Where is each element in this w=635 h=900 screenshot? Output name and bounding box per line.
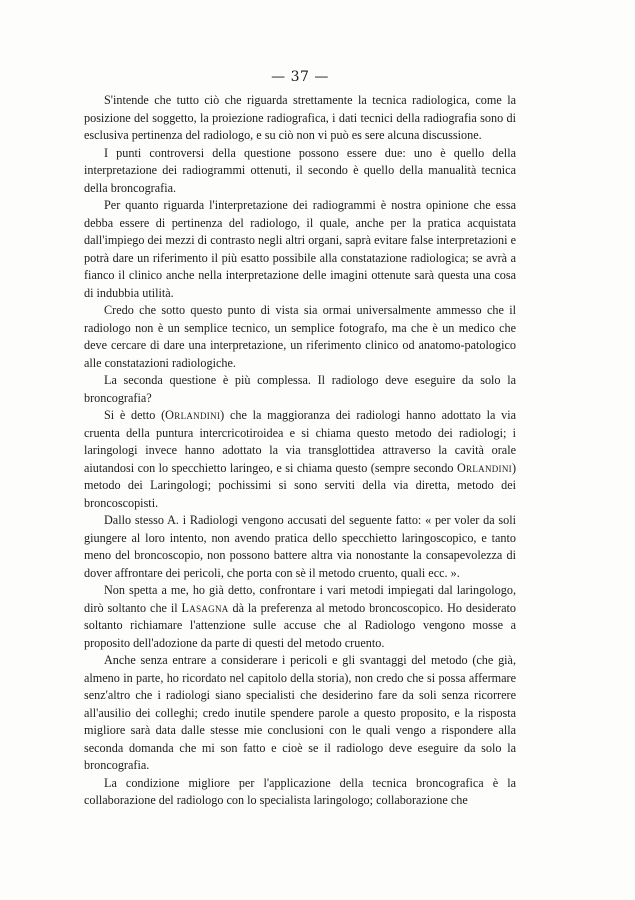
paragraph: La seconda questione è più complessa. Il radiologo deve eseguire da solo la broncografia? bbox=[84, 373, 516, 405]
author-name: Lasagna bbox=[181, 600, 229, 615]
paragraph: La condizione migliore per l'applicazione della tecnica broncografica è la collaborazione del radiologo con lo specialista laringologo; collaborazione che bbox=[84, 775, 516, 807]
body-text bbox=[84, 92, 516, 810]
paragraph: Per quanto riguarda l'interpretazione dei radiogrammi è nostra opinione che essa debba essere di pertinenza del radiologo, il quale, anche per la pratica acquistata dall'impiego dei mezzi di contrasto negli altri organi, saprà evitare false interpretazioni e potrà dare un riferimento il più esatto possibile alla constatazione radiologica; se avrà a fianco il clinico anche nella interpretazione delle imagini ottenute sarà questa una cosa di indubbia utilità. bbox=[84, 198, 516, 300]
paragraph-text: ) metodo dei Laringologi; pochissimi si sono serviti della via diretta, metodo dei broncoscopisti. bbox=[84, 460, 516, 510]
paragraph: S'intende che tutto ciò che riguarda strettamente la tecnica radiologica, come la posizione del soggetto, la proiezione radiografica, i dati tecnici della radiografia sono di esclusiva pertinenza del radiologo, e su ciò non vi può es sere alcuna discussione. bbox=[84, 93, 516, 142]
paragraph-text: Si è detto ( bbox=[104, 408, 166, 422]
paragraph: Anche senza entrare a considerare i pericoli e gli svantaggi del metodo (che già, almeno in parte, ho ricordato nel capitolo della storia), non credo che si possa affermare senz'altro che i radiologi siano specialisti che desiderino fare da soli senza ricorrere all'ausilio dei colleghi; credo inutile spendere parole a questo proposito, e la risposta migliore sarà data dalle stesse mie conclusioni con le quali vengo a rispondere alla seconda domanda che mi son fatto e cioè se il radiologo deve eseguire da solo la broncografia. bbox=[84, 653, 516, 772]
paragraph: I punti controversi della questione possono essere due: uno è quello della interpretazione dei radiogrammi ottenuti, il secondo è quello della manualità tecnica della broncografia. bbox=[84, 145, 516, 195]
paragraph-text: dà la preferenza al metodo broncoscopico. Ho desiderato soltanto richiamare l'attenzione sulle accuse che al Radiologo vengono mosse a proposito dell'adozione da parte di questi del metodo cruento. bbox=[84, 600, 516, 650]
paragraph: Credo che sotto questo punto di vista sia ormai universalmente ammesso che il radiologo non è un semplice tecnico, un semplice fotografo, ma che è un medico che deve cercare di dare una interpretazione, un riferimento clinico od anatomo-patologico alle constatazioni radiologiche. bbox=[84, 303, 516, 370]
page-number: — 37 — bbox=[271, 69, 329, 85]
author-name: Orlandini bbox=[456, 460, 512, 475]
paragraph bbox=[84, 407, 516, 512]
paragraph bbox=[84, 582, 516, 652]
paragraph-text: Non spetta a me, ho già detto, confrontare i vari metodi impiegati dal laringologo, dirò soltanto che il bbox=[84, 583, 516, 615]
paragraph-text: ) che la maggioranza dei radiologi hanno adottato la via cruenta della puntura intercricotiroidea e si chiama questo metodo dei radiologi; i laringologi invece hanno adottato la via transglottidea attraverso la cavità orale aiutandosi con lo specchietto laringeo, e si chiama questo (sempre secondo bbox=[84, 408, 516, 475]
paragraph: Dallo stesso A. i Radiologi vengono accusati del seguente fatto: « per voler da soli giungere al loro intento, non avendo pratica dello specchietto laringoscopico, e tanto meno del broncoscopio, non possono battere altra via nonostante la consapevolezza di dover affrontare dei pericoli, che porta con sè il metodo cruento, quali ecc. ». bbox=[84, 513, 516, 580]
author-name: Orlandini bbox=[165, 408, 221, 422]
